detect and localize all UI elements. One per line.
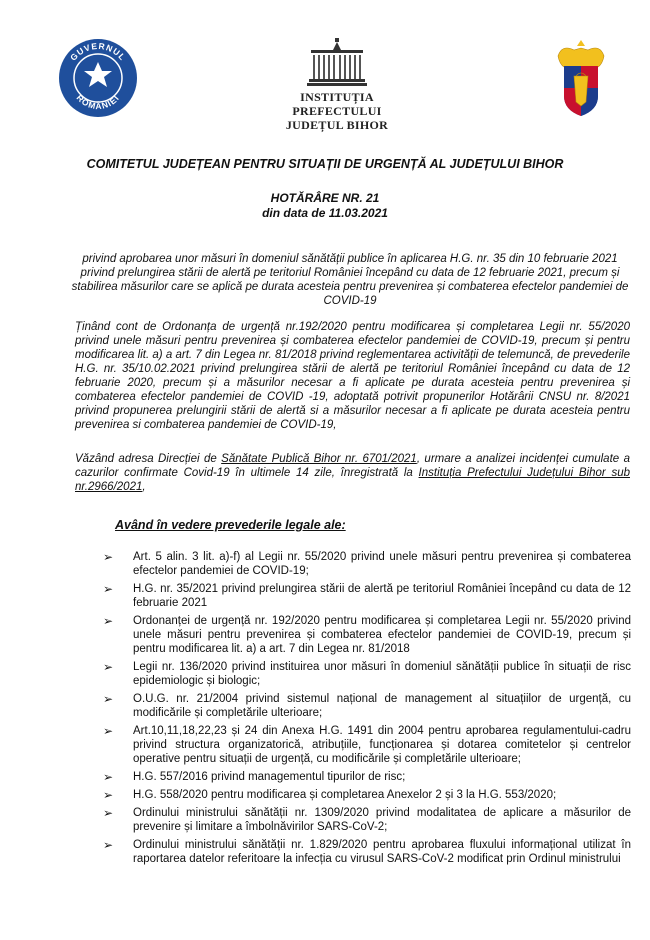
decision-subject: privind aprobarea unor măsuri în domeniul sănătății publice în aplicarea H.G. nr. 35 din 10 februarie 2021 privind prelungirea stării de alertă pe teritoriul României începând cu data de 12 februarie 2021, precum și stabilirea măsurilor care se aplică pe durata acesteia pentru prevenirea și combaterea efectelor pandemiei de COVID-19 <box>71 253 629 307</box>
legal-provision-item <box>103 770 631 784</box>
arrow-bullet-icon: ➢ <box>103 550 114 564</box>
legal-provision-item <box>103 692 631 720</box>
legal-provision-text: Ordinului ministrului sănătății nr. 1309/2020 privind modalitatea de aplicare a măsurilor de prevenire și limitare a îmbolnăvirilor SARS-CoV-2; <box>133 807 631 833</box>
dsp-address-reference: Sănătate Publică Bihor nr. 6701/2021 <box>221 453 417 465</box>
address-text-3: , <box>142 481 146 493</box>
legal-provision-text: Art. 5 alin. 3 lit. a)-f) al Legii nr. 55/2020 privind unele măsuri pentru prevenirea și combaterea efectelor pandemiei de COVID-19; <box>133 551 631 577</box>
legal-provisions-heading: Având în vedere prevederile legale ale: <box>115 518 346 532</box>
arrow-bullet-icon: ➢ <box>103 660 114 674</box>
prefecture-name-line2: JUDEȚUL BIHOR <box>285 118 389 132</box>
legal-provision-text: H.G. nr. 35/2021 privind prelungirea stării de alertă pe teritoriul României începând cu data de 12 februarie 2021 <box>133 583 631 609</box>
legal-provision-item <box>103 550 631 578</box>
legal-provision-text: O.U.G. nr. 21/2004 privind sistemul național de management al situațiilor de urgență, cu modificările și completările ulterioare; <box>133 693 631 719</box>
arrow-bullet-icon: ➢ <box>103 788 114 802</box>
svg-text:ROMÂNIEI: ROMÂNIEI <box>74 92 122 112</box>
prefecture-logo <box>262 38 412 132</box>
legal-provision-text: H.G. 558/2020 pentru modificarea și completarea Anexelor 2 și 3 la H.G. 553/2020; <box>133 789 557 801</box>
arrow-bullet-icon: ➢ <box>103 806 114 820</box>
prefecture-name-line1: INSTITUȚIA PREFECTULUI <box>292 90 382 118</box>
legal-provision-item <box>103 724 631 766</box>
document-header <box>0 0 650 140</box>
legal-provision-text: Ordinului ministrului sănătății nr. 1.829/2020 pentru aprobarea fluxului informațional utilizat în raportarea datelor referitoare la infecția cu virusul SARS-CoV-2 modificat prin Ordinul ministrului <box>133 839 631 865</box>
legal-provision-item <box>103 614 631 656</box>
committee-heading: COMITETUL JUDEȚEAN PENTRU SITUAȚII DE URGENȚĂ AL JUDEȚULUI BIHOR <box>86 157 564 171</box>
arrow-bullet-icon: ➢ <box>103 770 114 784</box>
address-text-1: Văzând adresa Direcției de <box>75 453 222 465</box>
legal-provision-text: Legii nr. 136/2020 privind instituirea unor măsuri în domeniul sănătății publice în situații de risc epidemiologic și biologic; <box>133 661 631 687</box>
address-text-2: , urmare a analizei incidenței cumulate a cazurilor confirmate Covid-19 în ultimele 14 zile, înregistrată la <box>75 453 630 479</box>
prefecture-registration-reference: Instituția Prefectului Județului Bihor sub nr.2966/2021 <box>75 467 630 493</box>
arrow-bullet-icon: ➢ <box>103 838 114 852</box>
arrow-bullet-icon: ➢ <box>103 614 114 628</box>
address-paragraph <box>75 452 630 494</box>
svg-text:GUVERNUL: GUVERNUL <box>68 40 128 63</box>
decision-date: din data de 11.03.2021 <box>262 206 388 220</box>
legal-provision-item <box>103 788 631 802</box>
legal-provision-item <box>103 806 631 834</box>
legal-provision-item <box>103 838 631 866</box>
government-seal-logo <box>58 38 138 118</box>
decision-title: HOTĂRÂRE NR. 21 <box>270 191 380 205</box>
legal-provision-item <box>103 660 631 688</box>
legal-provision-text: Ordonanței de urgență nr. 192/2020 pentru modificarea și completarea Legii nr. 55/2020 privind unele măsuri pentru prevenirea și combaterea efectelor pandemiei de COVID-19, precum și pentru modificarea lit. a) a art. 7 din Legea nr. 81/2018 <box>133 615 631 655</box>
legal-provision-item <box>103 582 631 610</box>
considering-paragraph: Ținând cont de Ordonanța de urgență nr.192/2020 pentru modificarea și completarea Legii nr. 55/2020 privind unele măsuri pentru prevenirea și combaterea efectelor pandemiei de COVID-19, precum și pentru modificarea lit. a) a art. 7 din Legea nr. 81/2018 privind reglementarea activității de telemuncă, de prevederile H.G. nr. 35/10.02.2021 privind prelungirea stării de alertă pe teritoriul României începând cu data de 12 februarie 2020, precum și a măsurilor necesar a fi aplicate pe durata acesteia pentru prevenirea și combaterea efectelor pandemiei de COVID -19, adoptată potrivit propunerilor Hotărârii CNSU nr. 8/2021 privind propunerea prelungirii stării de alertă si a măsurilor necesar a fi aplicate pe durata acesteia pentru prevenirea si combaterea pandemiei de COVID-19, <box>75 321 630 431</box>
arrow-bullet-icon: ➢ <box>103 582 114 596</box>
prefecture-building-icon <box>305 38 369 86</box>
legal-provision-text: H.G. 557/2016 privind managementul tipurilor de risc; <box>133 771 406 783</box>
legal-provision-text: Art.10,11,18,22,23 și 24 din Anexa H.G. 1491 din 2004 pentru aprobarea regulamentului-cadru privind structura organizatorică, atribuțiile, funcționarea și dotarea comitetelor și centrelor operative pentru situații de urgență, cu modificările și completările ulterioare; <box>133 725 631 765</box>
arrow-bullet-icon: ➢ <box>103 724 114 738</box>
romania-coat-of-arms-icon <box>552 36 610 120</box>
arrow-bullet-icon: ➢ <box>103 692 114 706</box>
legal-provisions-list <box>103 550 631 870</box>
